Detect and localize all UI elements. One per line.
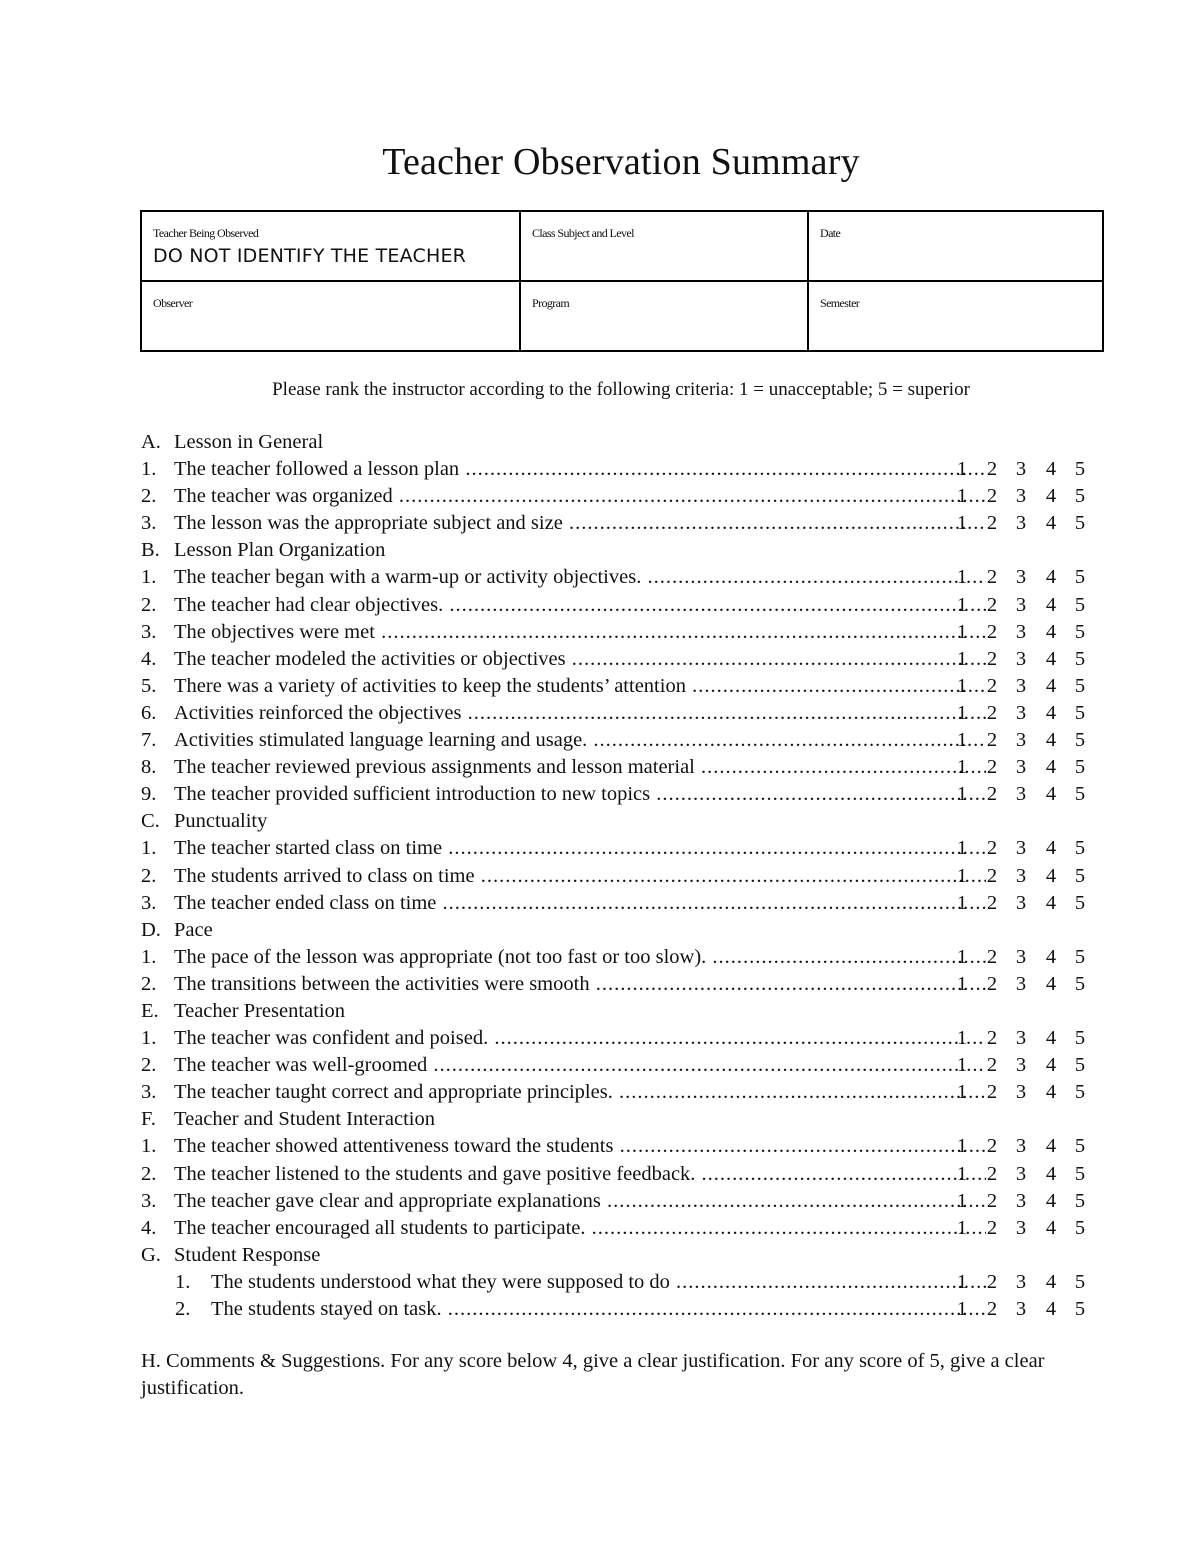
rating-2[interactable]: 2	[986, 1054, 998, 1077]
criterion-row	[141, 646, 1096, 673]
section-title: Punctuality	[174, 810, 268, 833]
section-letter: D.	[141, 918, 161, 941]
criterion-row	[141, 754, 1096, 781]
rating-5[interactable]: 5	[1074, 1081, 1086, 1104]
rating-1[interactable]: 1	[956, 674, 968, 697]
criterion-row	[141, 564, 1096, 591]
criterion-number: 4.	[141, 1216, 157, 1239]
rating-1[interactable]: 1	[956, 945, 968, 968]
criterion-number: 9.	[141, 783, 157, 806]
rating-2[interactable]: 2	[986, 1135, 998, 1158]
observation-info-table	[140, 210, 1104, 352]
criterion-text: The teacher modeled the activities or objectives .....	[174, 646, 986, 673]
criterion-row	[141, 1269, 1096, 1296]
rating-5[interactable]: 5	[1074, 756, 1086, 779]
rating-5[interactable]: 5	[1074, 891, 1086, 914]
rating-3[interactable]: 3	[1015, 729, 1027, 752]
criterion-number: 8.	[141, 756, 157, 779]
rating-3[interactable]: 3	[1015, 756, 1027, 779]
rating-2[interactable]: 2	[986, 647, 998, 670]
section-title: Pace	[174, 918, 213, 941]
criterion-row	[141, 1161, 1096, 1188]
criterion-number: 1.	[175, 1270, 191, 1293]
criterion-row	[141, 890, 1096, 917]
rating-4[interactable]: 4	[1045, 1270, 1057, 1293]
criterion-text: The teacher ended class on time .....	[174, 890, 986, 917]
criterion-row	[141, 863, 1096, 890]
rating-2[interactable]: 2	[986, 837, 998, 860]
rating-3[interactable]: 3	[1015, 620, 1027, 643]
criterion-number: 3.	[141, 620, 157, 643]
criterion-row	[141, 1215, 1096, 1242]
rating-4[interactable]: 4	[1045, 729, 1057, 752]
criterion-text: The objectives were met .....	[174, 619, 986, 646]
rating-5[interactable]: 5	[1074, 1027, 1086, 1050]
criterion-text: The teacher was well-groomed .....	[174, 1052, 986, 1079]
criterion-number: 2.	[175, 1298, 191, 1320]
rating-5[interactable]: 5	[1074, 620, 1086, 643]
date-cell[interactable]	[808, 211, 1103, 281]
rating-5[interactable]: 5	[1074, 864, 1086, 887]
rating-2[interactable]: 2	[986, 1027, 998, 1050]
rating-3[interactable]: 3	[1015, 891, 1027, 914]
rating-2[interactable]: 2	[986, 891, 998, 914]
program-cell[interactable]	[520, 281, 808, 351]
rating-3[interactable]: 3	[1015, 458, 1027, 481]
rating-1[interactable]: 1	[956, 620, 968, 643]
page-title: Teacher Observation Summary	[382, 141, 860, 183]
rating-3[interactable]: 3	[1015, 1054, 1027, 1077]
section-letter: A.	[141, 431, 161, 453]
rating-2[interactable]: 2	[986, 1298, 998, 1320]
rating-3[interactable]: 3	[1015, 674, 1027, 697]
program-label: Program	[532, 296, 570, 310]
criterion-number: 1.	[141, 1027, 157, 1050]
rating-2[interactable]: 2	[986, 756, 998, 779]
rating-3[interactable]: 3	[1015, 945, 1027, 968]
rating-2[interactable]: 2	[986, 566, 998, 589]
section-letter: G.	[141, 1243, 161, 1266]
rating-1[interactable]: 1	[956, 783, 968, 806]
criterion-text: The students arrived to class on time .....	[174, 863, 986, 890]
rating-1[interactable]: 1	[956, 972, 968, 995]
rating-1[interactable]: 1	[956, 864, 968, 887]
section-title: Lesson Plan Organization	[174, 539, 386, 562]
rating-5[interactable]: 5	[1074, 729, 1086, 752]
rating-1[interactable]: 1	[956, 647, 968, 670]
criterion-number: 2.	[141, 485, 157, 508]
rating-5[interactable]: 5	[1074, 458, 1086, 481]
rating-2[interactable]: 2	[986, 485, 998, 508]
rating-4[interactable]: 4	[1045, 1298, 1057, 1320]
rating-5[interactable]: 5	[1074, 647, 1086, 670]
rating-2[interactable]: 2	[986, 458, 998, 481]
rating-2[interactable]: 2	[986, 701, 998, 724]
rating-2[interactable]: 2	[986, 674, 998, 697]
section-heading	[141, 1242, 1096, 1269]
criterion-row	[141, 456, 1096, 483]
criterion-text: The students understood what they were supposed to do .....	[211, 1269, 986, 1296]
section-title: Teacher and Student Interaction	[174, 1108, 435, 1131]
rating-4[interactable]: 4	[1045, 1162, 1057, 1185]
rating-3[interactable]: 3	[1015, 1135, 1027, 1158]
rating-3[interactable]: 3	[1015, 972, 1027, 995]
rating-3[interactable]: 3	[1015, 1189, 1027, 1212]
rating-2[interactable]: 2	[986, 1081, 998, 1104]
rating-2[interactable]: 2	[986, 972, 998, 995]
rating-3[interactable]: 3	[1015, 566, 1027, 589]
criterion-text: The teacher provided sufficient introduction to new topics .....	[174, 781, 986, 808]
rating-4[interactable]: 4	[1045, 485, 1057, 508]
section-title: Student Response	[174, 1243, 321, 1266]
section-heading	[141, 808, 1096, 835]
rating-5[interactable]: 5	[1074, 945, 1086, 968]
criterion-text: The teacher started class on time .....	[174, 835, 986, 862]
criterion-text: The transitions between the activities were smooth .....	[174, 971, 986, 998]
rating-5[interactable]: 5	[1074, 1270, 1086, 1293]
rating-1[interactable]: 1	[956, 701, 968, 724]
rating-3[interactable]: 3	[1015, 647, 1027, 670]
rating-5[interactable]: 5	[1074, 566, 1086, 589]
criterion-number: 1.	[141, 566, 157, 589]
rating-4[interactable]: 4	[1045, 756, 1057, 779]
criterion-number: 6.	[141, 701, 157, 724]
rating-4[interactable]: 4	[1045, 1081, 1057, 1104]
rating-3[interactable]: 3	[1015, 783, 1027, 806]
criterion-row	[141, 1133, 1096, 1160]
section-letter: E.	[141, 999, 159, 1022]
rating-5[interactable]: 5	[1074, 1135, 1086, 1158]
criterion-text: The teacher began with a warm-up or activity objectives. .....	[174, 564, 986, 591]
criterion-number: 1.	[141, 837, 157, 860]
rating-4[interactable]: 4	[1045, 891, 1057, 914]
rating-5[interactable]: 5	[1074, 1162, 1086, 1185]
rating-2[interactable]: 2	[986, 945, 998, 968]
criterion-row	[141, 619, 1096, 646]
criterion-text: The teacher had clear objectives. .....	[174, 592, 986, 619]
rating-2[interactable]: 2	[986, 1189, 998, 1212]
rating-1[interactable]: 1	[956, 1298, 968, 1320]
rating-4[interactable]: 4	[1045, 972, 1057, 995]
rating-5[interactable]: 5	[1074, 485, 1086, 508]
rating-1[interactable]: 1	[956, 1270, 968, 1293]
rating-3[interactable]: 3	[1015, 512, 1027, 535]
criterion-text: There was a variety of activities to keep the students’ attention .....	[174, 673, 986, 700]
rating-4[interactable]: 4	[1045, 945, 1057, 968]
rating-3[interactable]: 3	[1015, 701, 1027, 724]
teacher-value: DO NOT IDENTIFY THE TEACHER	[153, 245, 467, 267]
criterion-row	[141, 727, 1096, 754]
rating-5[interactable]: 5	[1074, 512, 1086, 535]
rating-1[interactable]: 1	[956, 1216, 968, 1239]
rating-4[interactable]: 4	[1045, 864, 1057, 887]
rating-1[interactable]: 1	[956, 1027, 968, 1050]
rating-5[interactable]: 5	[1074, 1189, 1086, 1212]
rating-4[interactable]: 4	[1045, 1135, 1057, 1158]
criterion-row	[141, 700, 1096, 727]
criterion-text: The teacher reviewed previous assignments and lesson material .....	[174, 754, 986, 781]
rating-2[interactable]: 2	[986, 864, 998, 887]
rating-2[interactable]: 2	[986, 593, 998, 616]
criterion-text: The pace of the lesson was appropriate (not too fast or too slow). .....	[174, 944, 986, 971]
rating-1[interactable]: 1	[956, 458, 968, 481]
criterion-row	[141, 781, 1096, 808]
rating-4[interactable]: 4	[1045, 701, 1057, 724]
criterion-number: 5.	[141, 674, 157, 697]
rating-3[interactable]: 3	[1015, 1027, 1027, 1050]
section-letter: F.	[141, 1108, 156, 1131]
rating-instructions: Please rank the instructor according to the following criteria: 1 = unacceptable; 5 = superior	[272, 379, 970, 400]
rating-4[interactable]: 4	[1045, 1189, 1057, 1212]
teacher-label: Teacher Being Observed	[153, 226, 259, 240]
rating-1[interactable]: 1	[956, 593, 968, 616]
criterion-number: 2.	[141, 1054, 157, 1077]
criterion-text: The teacher was organized .....	[174, 483, 986, 510]
rating-3[interactable]: 3	[1015, 1081, 1027, 1104]
criterion-text: Activities reinforced the objectives .....	[174, 700, 986, 727]
rating-2[interactable]: 2	[986, 1216, 998, 1239]
rating-3[interactable]: 3	[1015, 593, 1027, 616]
section-title: Lesson in General	[174, 431, 324, 453]
criterion-row	[141, 1025, 1096, 1052]
criterion-row	[141, 1052, 1096, 1079]
rating-4[interactable]: 4	[1045, 458, 1057, 481]
criterion-row	[141, 483, 1096, 510]
section-title: Teacher Presentation	[174, 999, 346, 1022]
rating-1[interactable]: 1	[956, 729, 968, 752]
criterion-row	[141, 592, 1096, 619]
criterion-row	[141, 835, 1096, 862]
rating-1[interactable]: 1	[956, 1054, 968, 1077]
section-heading	[141, 537, 1096, 564]
rating-5[interactable]: 5	[1074, 1054, 1086, 1077]
section-heading	[141, 1106, 1096, 1133]
rating-3[interactable]: 3	[1015, 864, 1027, 887]
criterion-number: 2.	[141, 593, 157, 616]
criterion-text: The teacher showed attentiveness toward the students .....	[174, 1133, 986, 1160]
rating-1[interactable]: 1	[956, 1081, 968, 1104]
rating-4[interactable]: 4	[1045, 566, 1057, 589]
criterion-text: The teacher gave clear and appropriate explanations .....	[174, 1188, 986, 1215]
criterion-row	[141, 1079, 1096, 1106]
rating-4[interactable]: 4	[1045, 837, 1057, 860]
criterion-number: 4.	[141, 647, 157, 670]
criterion-row	[141, 1188, 1096, 1215]
rating-2[interactable]: 2	[986, 729, 998, 752]
rating-1[interactable]: 1	[956, 512, 968, 535]
rating-5[interactable]: 5	[1074, 701, 1086, 724]
comments-suggestions: H. Comments & Suggestions. For any score below 4, give a clear justification. For any score of 5, give a clear justification.	[141, 1350, 1045, 1399]
criterion-row	[141, 510, 1096, 537]
rating-2[interactable]: 2	[986, 1270, 998, 1293]
rating-1[interactable]: 1	[956, 1189, 968, 1212]
criterion-row	[141, 1296, 1096, 1323]
rating-3[interactable]: 3	[1015, 1162, 1027, 1185]
rating-1[interactable]: 1	[956, 1162, 968, 1185]
semester-cell[interactable]	[808, 281, 1103, 351]
observer-cell[interactable]	[141, 281, 520, 351]
criterion-text: The teacher encouraged all students to participate. .....	[174, 1215, 986, 1242]
criterion-text: The teacher was confident and poised. .....	[174, 1025, 986, 1052]
teacher-cell[interactable]	[141, 211, 520, 281]
rating-1[interactable]: 1	[956, 891, 968, 914]
criterion-number: 3.	[141, 1081, 157, 1104]
criterion-number: 1.	[141, 945, 157, 968]
class-label: Class Subject and Level	[532, 226, 634, 240]
criterion-number: 3.	[141, 512, 157, 535]
criterion-text: The students stayed on task. .....	[211, 1296, 986, 1323]
criterion-number: 3.	[141, 1189, 157, 1212]
rating-4[interactable]: 4	[1045, 1216, 1057, 1239]
section-letter: B.	[141, 539, 160, 562]
rating-4[interactable]: 4	[1045, 512, 1057, 535]
rating-4[interactable]: 4	[1045, 1054, 1057, 1077]
criterion-number: 3.	[141, 891, 157, 914]
date-label: Date	[820, 226, 841, 240]
rating-5[interactable]: 5	[1074, 837, 1086, 860]
rating-4[interactable]: 4	[1045, 674, 1057, 697]
section-heading	[141, 998, 1096, 1025]
section-heading	[141, 917, 1096, 944]
rating-5[interactable]: 5	[1074, 593, 1086, 616]
rating-5[interactable]: 5	[1074, 1216, 1086, 1239]
rating-1[interactable]: 1	[956, 566, 968, 589]
section-heading	[141, 429, 1096, 456]
observer-label: Observer	[153, 296, 193, 310]
rating-1[interactable]: 1	[956, 837, 968, 860]
criteria-list	[141, 429, 1096, 1323]
rating-5[interactable]: 5	[1074, 674, 1086, 697]
criterion-number: 7.	[141, 729, 157, 752]
criterion-number: 2.	[141, 972, 157, 995]
rating-3[interactable]: 3	[1015, 1216, 1027, 1239]
rating-4[interactable]: 4	[1045, 620, 1057, 643]
rating-4[interactable]: 4	[1045, 1027, 1057, 1050]
criterion-row	[141, 944, 1096, 971]
rating-3[interactable]: 3	[1015, 837, 1027, 860]
criterion-row	[141, 673, 1096, 700]
criterion-number: 1.	[141, 458, 157, 481]
rating-2[interactable]: 2	[986, 783, 998, 806]
rating-2[interactable]: 2	[986, 620, 998, 643]
rating-3[interactable]: 3	[1015, 1270, 1027, 1293]
rating-5[interactable]: 5	[1074, 783, 1086, 806]
rating-3[interactable]: 3	[1015, 485, 1027, 508]
criterion-text: The teacher taught correct and appropriate principles. .....	[174, 1079, 986, 1106]
rating-4[interactable]: 4	[1045, 647, 1057, 670]
criterion-text: The teacher listened to the students and gave positive feedback. .....	[174, 1161, 986, 1188]
criterion-text: Activities stimulated language learning and usage. .....	[174, 727, 986, 754]
rating-4[interactable]: 4	[1045, 593, 1057, 616]
section-letter: C.	[141, 810, 160, 833]
rating-4[interactable]: 4	[1045, 783, 1057, 806]
rating-5[interactable]: 5	[1074, 972, 1086, 995]
rating-5[interactable]: 5	[1074, 1298, 1086, 1320]
rating-2[interactable]: 2	[986, 1162, 998, 1185]
criterion-number: 1.	[141, 1135, 157, 1158]
class-cell[interactable]	[520, 211, 808, 281]
criterion-number: 2.	[141, 1162, 157, 1185]
rating-3[interactable]: 3	[1015, 1298, 1027, 1320]
rating-1[interactable]: 1	[956, 1135, 968, 1158]
criterion-text: The teacher followed a lesson plan .....	[174, 456, 986, 483]
criterion-text: The lesson was the appropriate subject and size .....	[174, 510, 986, 537]
criterion-number: 2.	[141, 864, 157, 887]
semester-label: Semester	[820, 296, 860, 310]
criterion-row	[141, 971, 1096, 998]
rating-1[interactable]: 1	[956, 485, 968, 508]
rating-1[interactable]: 1	[956, 756, 968, 779]
rating-2[interactable]: 2	[986, 512, 998, 535]
